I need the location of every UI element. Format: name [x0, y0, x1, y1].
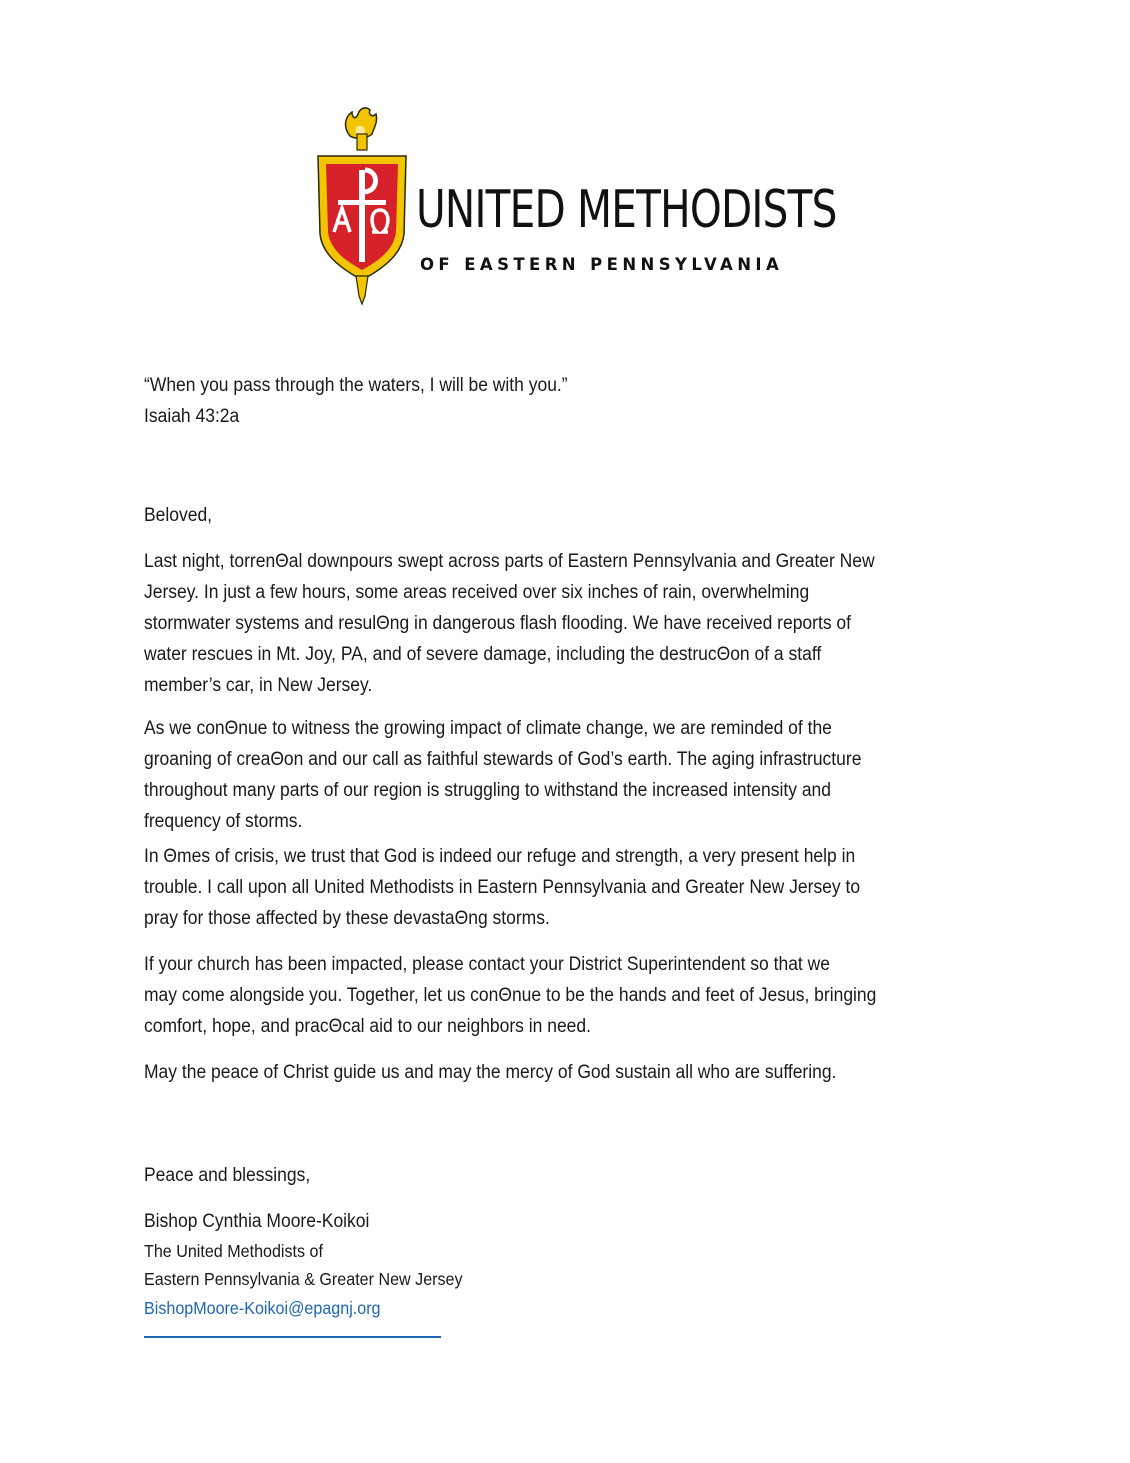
paragraph-line: Last night, torrenΘal downpours swept across parts of Eastern Pennsylvania and Greater New: [144, 551, 875, 572]
paragraph-line: If your church has been impacted, please contact your District Superintendent so that we: [144, 954, 830, 975]
paragraph-line: May the peace of Christ guide us and may the mercy of God sustain all who are suffering.: [144, 1062, 837, 1083]
email-underline: [144, 1336, 441, 1338]
paragraph-call-to-prayer: [144, 841, 908, 934]
logo-subtitle: OF EASTERN PENNSYLVANIA: [420, 255, 784, 274]
signature-org-line1: The United Methodists of: [144, 1241, 323, 1261]
paragraph-line: frequency of storms.: [144, 811, 303, 832]
closing-text: Peace and blessings,: [144, 1165, 311, 1186]
greeting-text: Beloved,: [144, 505, 213, 526]
paragraph-line: Jersey. In just a few hours, some areas received over six inches of rain, overwhelming: [144, 582, 810, 603]
paragraph-line: pray for those affected by these devastaΘng storms.: [144, 908, 550, 929]
signature-closing: [144, 1160, 908, 1191]
signature-block: [144, 1206, 908, 1293]
paragraph-benediction: [144, 1057, 908, 1088]
paragraph-line: water rescues in Mt. Joy, PA, and of severe damage, including the destrucΘon of a staff: [144, 644, 822, 665]
paragraph-line: throughout many parts of our region is struggling to withstand the increased intensity and: [144, 780, 831, 801]
paragraph-line: may come alongside you. Together, let us conΘnue to be the hands and feet of Jesus, bringing: [144, 985, 877, 1006]
paragraph-line: trouble. I call upon all United Methodists in Eastern Pennsylvania and Greater New Jersey to: [144, 877, 861, 898]
paragraph-line: groaning of creaΘon and our call as faithful stewards of God’s earth. The aging infrastructure: [144, 749, 862, 770]
logo-title: UNITED METHODISTS: [416, 180, 837, 240]
paragraph-line: comfort, hope, and pracΘcal aid to our neighbors in need.: [144, 1016, 591, 1037]
letter-greeting: [144, 500, 908, 531]
paragraph-line: stormwater systems and resulΘng in dangerous flash flooding. We have received reports of: [144, 613, 852, 634]
paragraph-storm-report: [144, 546, 908, 701]
signature-org-line2: Eastern Pennsylvania & Greater New Jersey: [144, 1269, 463, 1289]
signature-email-link[interactable]: BishopMoore-Koikoi@epagnj.org: [144, 1298, 381, 1318]
paragraph-church-impact: [144, 949, 908, 1042]
epigraph-reference: Isaiah 43:2a: [144, 406, 240, 427]
organization-logo: [312, 104, 837, 309]
paragraph-line: member’s car, in New Jersey.: [144, 675, 373, 696]
paragraph-line: As we conΘnue to witness the growing impact of climate change, we are reminded of the: [144, 718, 832, 739]
epigraph-quote: “When you pass through the waters, I will be with you.”: [144, 375, 568, 396]
paragraph-line: In Θmes of crisis, we trust that God is indeed our refuge and strength, a very present help in: [144, 846, 856, 867]
paragraph-climate-change: [144, 713, 908, 837]
signature-name: Bishop Cynthia Moore-Koikoi: [144, 1211, 370, 1232]
epigraph: [144, 370, 908, 432]
cross-and-flame-emblem-icon: [312, 104, 412, 309]
